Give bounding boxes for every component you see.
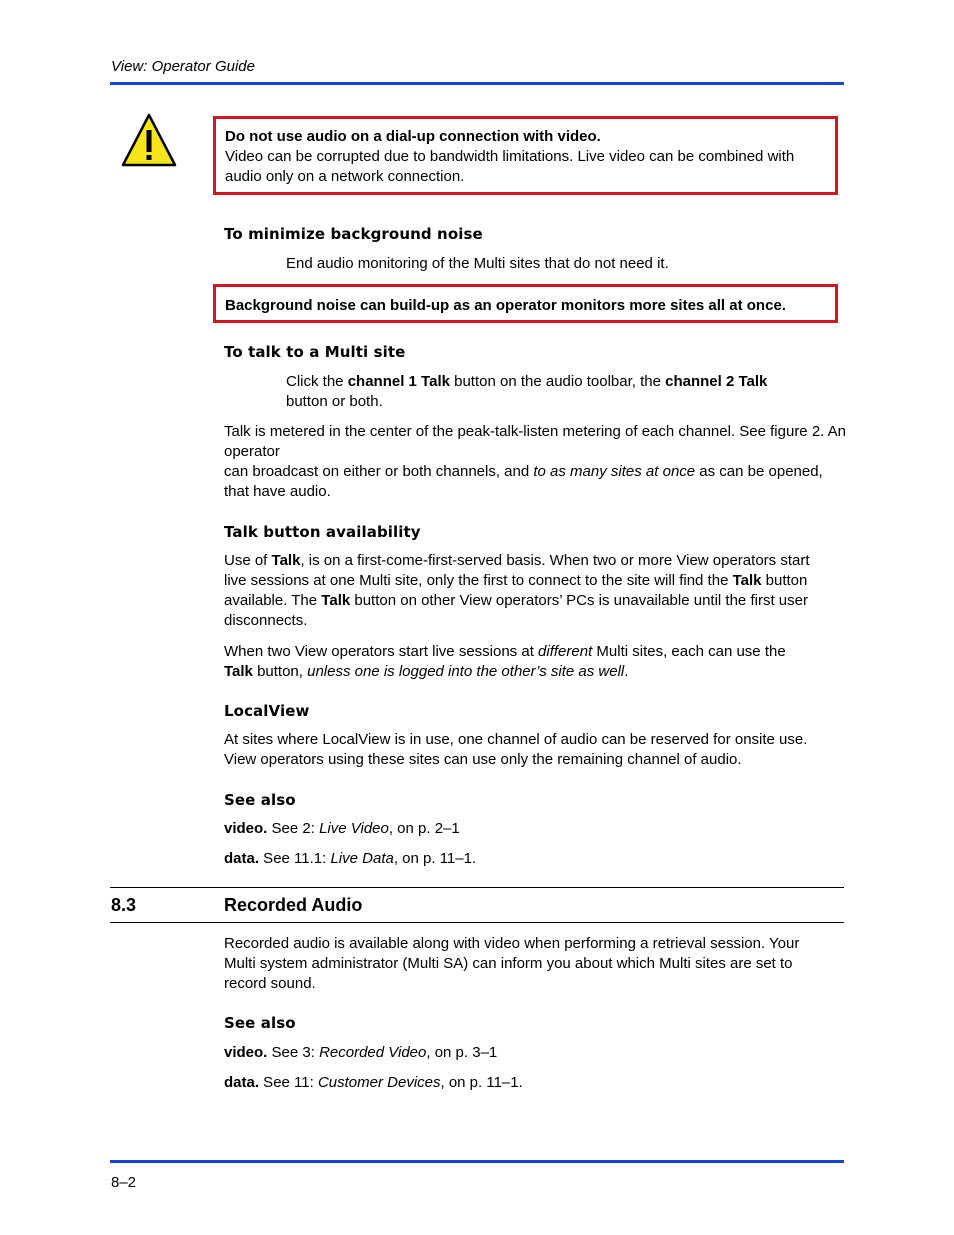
caution-noise-text: Background noise can build-up as an operator monitors more sites all at once. bbox=[225, 297, 786, 314]
footer-rule bbox=[110, 1160, 844, 1163]
section-rule-top bbox=[110, 887, 844, 888]
see-also-data-live[interactable]: data. See 11.1: Live Data, on p. 11–1. bbox=[224, 850, 477, 867]
see-also-data-devices[interactable]: data. See 11: Customer Devices, on p. 11–1. bbox=[224, 1074, 523, 1091]
minimize-step: End audio monitoring of the Multi sites that do not need it. bbox=[286, 255, 669, 272]
talk-paragraph: Talk is metered in the center of the peak-talk-listen metering of each channel. See figure 2. An operator can broadcast on either or both channels, and to as many sites at once as can be opened, that have audio. bbox=[224, 423, 847, 500]
heading-talk: To talk to a Multi site bbox=[224, 343, 406, 361]
header-rule bbox=[110, 82, 844, 85]
heading-minimize-noise: To minimize background noise bbox=[224, 225, 483, 243]
heading-availability: Talk button availability bbox=[224, 523, 421, 541]
availability-paragraph-1: Use of Talk, is on a first-come-first-served basis. When two or more View operators start live sessions at one Multi site, only the first to connect to the site will find the Talk button available. The Talk button on other View operators’ PCs is unavailable until the first user disconnects. bbox=[224, 552, 810, 629]
warning-icon bbox=[120, 112, 178, 168]
recorded-audio-paragraph: Recorded audio is available along with video when performing a retrieval session. Your Multi system administrator (Multi SA) can inform you about which Multi sites are set to record sound. bbox=[224, 935, 800, 992]
heading-see-also-1: See also bbox=[224, 791, 296, 809]
see-also-video-live[interactable]: video. See 2: Live Video, on p. 2–1 bbox=[224, 820, 460, 837]
caution-text: Video can be corrupted due to bandwidth limitations. Live video can be combined with audio only on a network connection. bbox=[225, 148, 795, 185]
section-title: Recorded Audio bbox=[224, 895, 363, 915]
caution-box-dialup bbox=[213, 116, 838, 195]
section-number: 8.3 bbox=[111, 895, 137, 915]
page-number: 8–2 bbox=[111, 1174, 137, 1191]
talk-step: Click the channel 1 Talk button on the audio toolbar, the channel 2 Talk button or both. bbox=[286, 373, 768, 410]
localview-paragraph: At sites where LocalView is in use, one channel of audio can be reserved for onsite use. View operators using these sites can use only the remaining channel of audio. bbox=[224, 731, 808, 768]
section-rule-bottom bbox=[110, 922, 844, 923]
availability-paragraph-2: When two View operators start live sessions at different Multi sites, each can use the Talk button, unless one is logged into the other’s site as well. bbox=[224, 643, 786, 680]
heading-localview: LocalView bbox=[224, 702, 310, 720]
see-also-video-recorded[interactable]: video. See 3: Recorded Video, on p. 3–1 bbox=[224, 1044, 498, 1061]
running-header: View: Operator Guide bbox=[111, 58, 255, 75]
caution-title: Do not use audio on a dial-up connection with video. bbox=[225, 128, 601, 145]
heading-see-also-2: See also bbox=[224, 1014, 296, 1032]
caution-box-noise bbox=[213, 284, 838, 323]
